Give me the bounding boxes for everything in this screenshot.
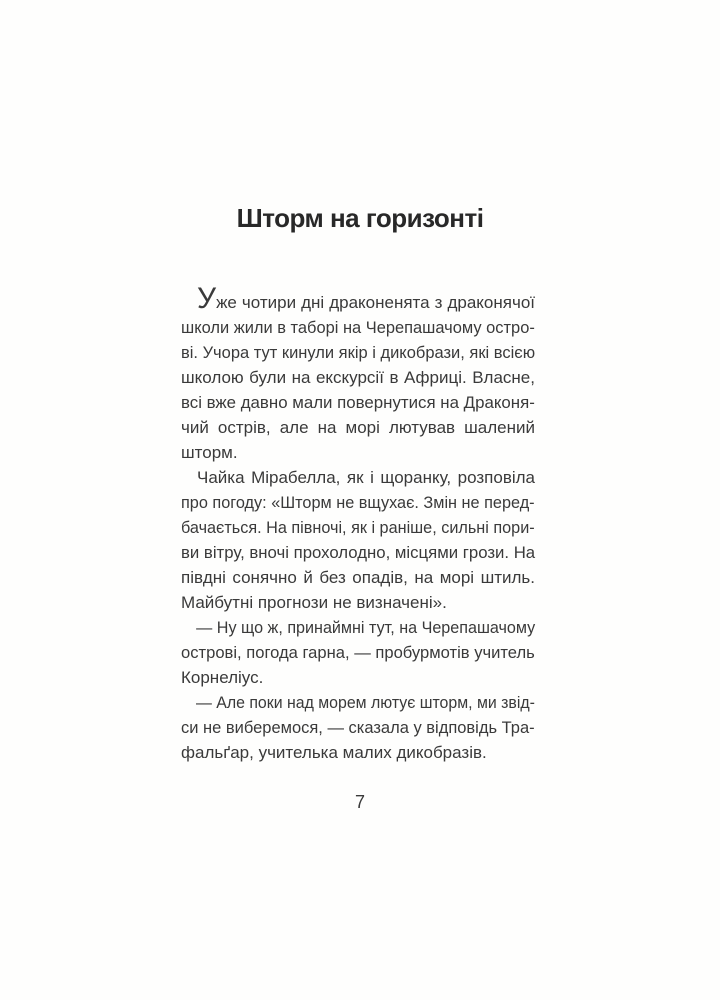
text-line: ви вітру, вночі прохолодно, місцями грози. На bbox=[181, 543, 536, 562]
text-line: острові, погода гарна, — пробурмотів учитель bbox=[181, 643, 535, 662]
text-line: ві. Учора тут кинули якір і дикобрази, які всією bbox=[181, 343, 536, 362]
text-line: Уже чотири дні драконенята з драконячої bbox=[197, 282, 535, 315]
text-line: бачається. На півночі, як і раніше, сильні пори- bbox=[181, 518, 535, 537]
text-line: си не виберемося, — сказала у відповідь Тра- bbox=[181, 718, 535, 737]
text-line: про погоду: «Шторм не вщухає. Змін не перед- bbox=[181, 493, 535, 512]
text-line: шторм. bbox=[181, 443, 238, 462]
text-line: — Ну що ж, принаймні тут, на Черепашачому bbox=[196, 618, 536, 637]
text-line: півдні сонячно й без опадів, на морі штиль. bbox=[181, 568, 535, 587]
text-line: школою були на екскурсії в Африці. Власне, bbox=[181, 368, 535, 387]
text-line: школи жили в таборі на Черепашачому остро- bbox=[181, 318, 535, 337]
text-line: Майбутні прогнози не визначені». bbox=[181, 593, 447, 612]
page-number: 7 bbox=[354, 792, 365, 812]
text-line: всі вже давно мали повернутися на Драконя- bbox=[181, 393, 535, 412]
text-line: фальґар, учителька малих дикобразів. bbox=[181, 743, 487, 762]
text-block bbox=[181, 282, 536, 765]
chapter-title: Шторм на горизонті bbox=[236, 203, 484, 233]
text-line: чий острів, але на морі лютував шалений bbox=[181, 418, 535, 437]
text-line: Корнеліус. bbox=[181, 668, 264, 687]
text-line: Чайка Мірабелла, як і щоранку, розповіла bbox=[197, 468, 535, 487]
text-line: — Але поки над морем лютує шторм, ми звід- bbox=[195, 693, 535, 712]
